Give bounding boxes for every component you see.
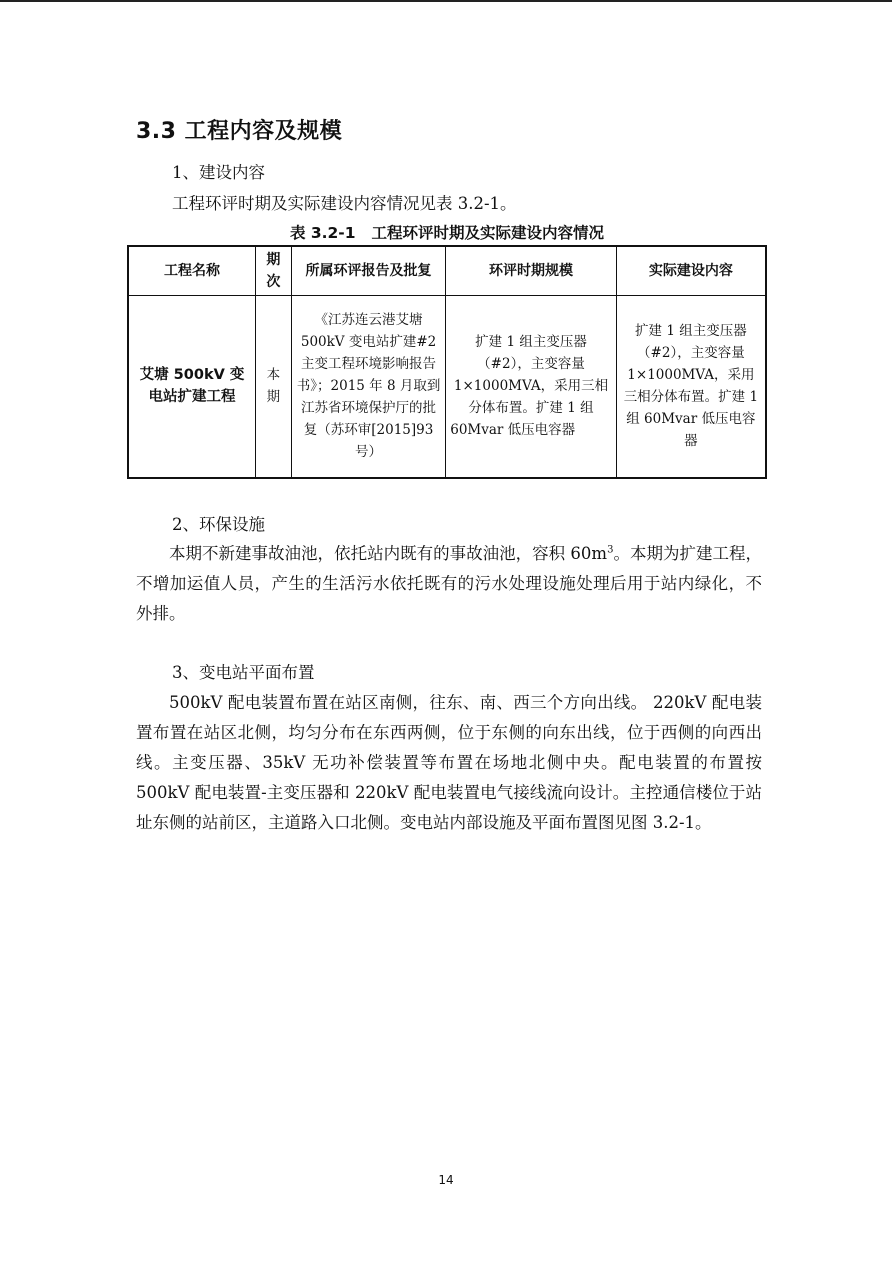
cell-phase: 本期 — [255, 296, 291, 478]
header-eia-report: 所属环评报告及批复 — [291, 246, 445, 296]
table-caption — [127, 221, 767, 243]
construction-heading: 1、建设内容 — [172, 163, 265, 182]
cell-project-name: 艾塘 500kV 变电站扩建工程 — [128, 296, 255, 478]
environment-heading: 2、环保设施 — [172, 515, 265, 534]
table-header-row — [128, 246, 766, 296]
table-caption-number: 表 3.2-1 — [289, 224, 356, 242]
cell-actual-construction: 扩建 1 组主变压器（#2），主变容量 1×1000MVA，采用三相分体布置。扩建 1 组 60Mvar 低压电容器 — [616, 296, 766, 478]
environment-text-part2: 。本期为扩建工程，不增加运值人员，产生的生活污水依托既有的污水处理设施处理后用于站内绿化，不外排。 — [136, 544, 762, 623]
header-actual-construction: 实际建设内容 — [616, 246, 766, 296]
cell-eia-report: 《江苏连云港艾塘500kV 变电站扩建#2主变工程环境影响报告书》；2015 年 8 月取到江苏省环境保护厅的批复（苏环审[2015]93 号） — [291, 296, 445, 478]
table-row — [128, 296, 766, 478]
construction-scope-table — [127, 245, 767, 479]
section-title: 3.3 工程内容及规模 — [136, 119, 343, 144]
layout-heading: 3、变电站平面布置 — [172, 663, 315, 682]
environment-paragraph — [136, 539, 762, 629]
cell-eia-scale: 扩建 1 组主变压器（#2），主变容量 1×1000MVA，采用三相分体布置。扩建 1 组 60Mvar 低压电容器 — [446, 296, 617, 478]
environment-text-part1: 本期不新建事故油池，依托站内既有的事故油池，容积 60m — [169, 544, 608, 563]
construction-intro: 工程环评时期及实际建设内容情况见表 3.2-1。 — [172, 194, 517, 213]
header-phase: 期次 — [255, 246, 291, 296]
page-number: 14 — [438, 1173, 454, 1187]
header-eia-scale: 环评时期规模 — [446, 246, 617, 296]
table-caption-text: 工程环评时期及实际建设内容情况 — [371, 224, 605, 242]
header-project-name: 工程名称 — [128, 246, 255, 296]
layout-paragraph: 500kV 配电装置布置在站区南侧，往东、南、西三个方向出线。 220kV 配电装置布置在站区北侧，均匀分布在东西两侧，位于东侧的向东出线，位于西侧的向西出线。主变压器、35kV 无功补偿装置等布置在场地北侧中央。配电装置的布置按 500kV 配电装置-主变压器和 220kV 配电装置电气接线流向设计。主控通信楼位于站址东侧的站前区，主道路入口北侧。变电站内部设施及平面布置图见图 3.2-1。 — [136, 693, 762, 832]
superscript-3: 3 — [607, 544, 614, 556]
